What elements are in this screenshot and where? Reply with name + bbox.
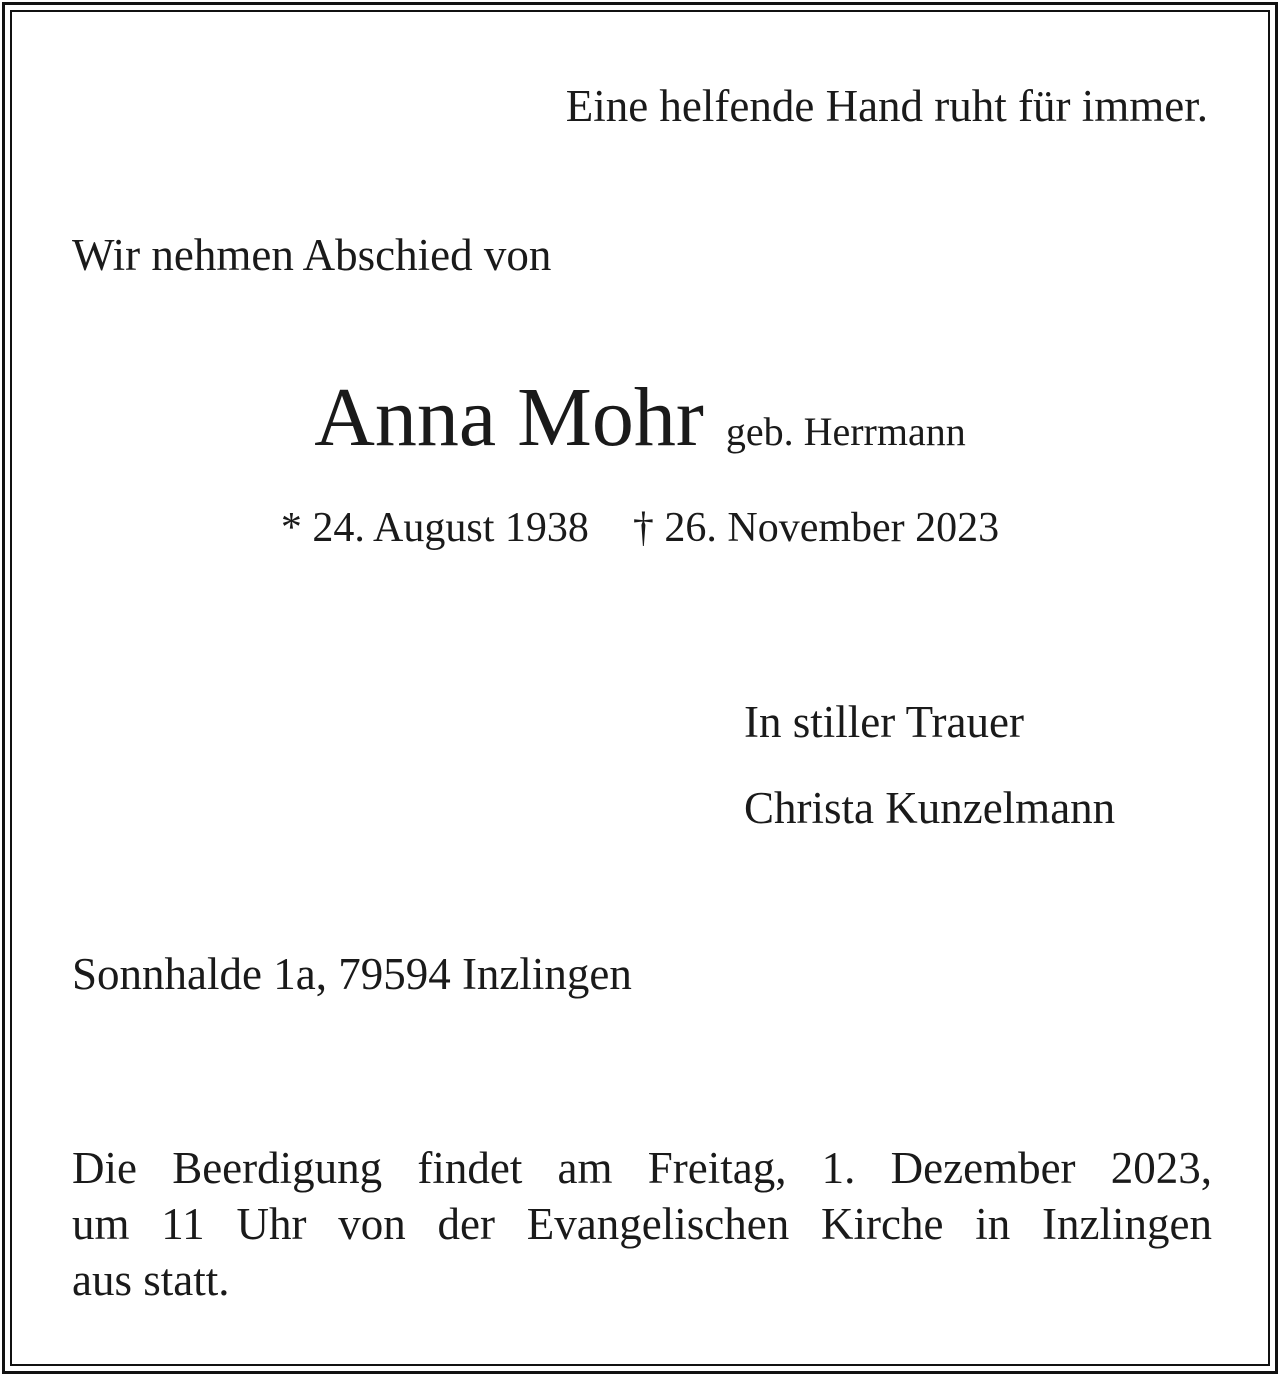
funeral-line: aus statt. [72,1255,230,1305]
mourning-phrase: In stiller Trauer [744,697,1024,747]
deceased-name: Anna Mohr [314,371,704,464]
mourner-name: Christa Kunzelmann [744,783,1116,833]
address-text: Sonnhalde 1a, 79594 Inzlingen [72,949,632,999]
intro-text: Wir nehmen Abschied von [72,230,552,280]
birth-date: * 24. August 1938 [280,505,589,551]
death-date: † 26. November 2023 [632,505,1000,551]
motto-text: Eine helfende Hand ruht für immer. [565,81,1208,131]
funeral-line: um 11 Uhr von der Evangelischen Kirche in Inzlingen [72,1199,1212,1249]
name-line [0,371,1280,464]
funeral-line: Die Beerdigung findet am Freitag, 1. Dezember 2023, [72,1143,1212,1193]
funeral-info [72,1140,1212,1308]
life-dates [0,507,1280,549]
maiden-name: geb. Herrmann [725,409,966,454]
